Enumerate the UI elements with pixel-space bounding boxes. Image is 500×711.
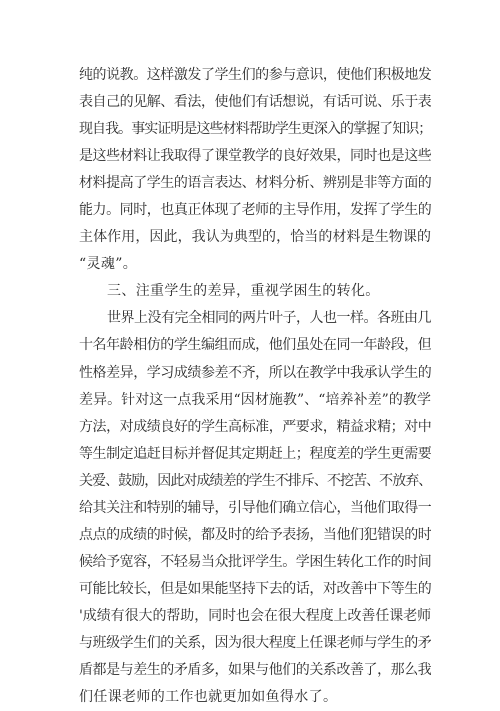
text-line: 能力。同时，也真正体现了老师的主导作用，发挥了学生的 <box>79 202 431 219</box>
text-line: 纯的说教。这样激发了学生们的参与意识，使他们积极地发 <box>79 67 431 83</box>
text-line: 与班级学生们的关系，因为很大程度上任课老师与学生的矛 <box>79 634 431 651</box>
text-line: 是这些材料让我取得了课堂教学的良好效果，同时也是这些 <box>79 148 431 165</box>
text-line: 表自己的见解、看法，使他们有话想说，有话可说、乐于表 <box>79 94 431 111</box>
text-line: 主体作用，因此，我认为典型的，恰当的材料是生物课的 <box>79 229 431 246</box>
text-line: 方法，对成绩良好的学生高标准，严要求，精益求精；对中 <box>79 418 431 435</box>
paragraph-first-line: 世界上没有完全相同的两片叶子，人也一样。各班由几 <box>107 310 431 327</box>
text-line: 十名年龄相仿的学生编组而成，他们虽处在同一年龄段，但 <box>79 337 431 354</box>
document-body <box>79 62 431 711</box>
text-line: 材料提高了学生的语言表达、材料分析、辨别是非等方面的 <box>79 175 431 192</box>
text-line: 差异。针对这一点我采用“因材施教”、“培养补差”的教学 <box>79 391 431 408</box>
text-line: 可能比较长，但是如果能坚持下去的话，对改善中下等生的 <box>79 580 431 597</box>
paragraph-end-line: 们任课老师的工作也就更加如鱼得水了。 <box>79 689 338 706</box>
text-line: 关爱、鼓励，因此对成绩差的学生不排斥、不挖苦、不放弃、 <box>79 472 431 489</box>
text-line: '成绩有很大的帮助，同时也会在很大程度上改善任课老师 <box>79 607 431 624</box>
text-line: 现自我。事实证明是这些材料帮助学生更深入的掌握了知识； <box>79 121 431 138</box>
text-line: 候给予宽容，不轻易当众批评学生。学困生转化工作的时间 <box>79 553 431 570</box>
text-line: 性格差异，学习成绩参差不齐，所以在教学中我承认学生的 <box>79 364 431 381</box>
text-line: 等生制定追赶目标并督促其定期赶上；程度差的学生更需要 <box>79 445 431 462</box>
paragraph-end-line: “灵魂”。 <box>79 256 138 273</box>
section-heading: 三、注重学生的差异，重视学困生的转化。 <box>107 283 380 300</box>
text-line: 给其关注和特别的辅导，引导他们确立信心，当他们取得一 <box>79 499 431 516</box>
text-line: 盾都是与差生的矛盾多，如果与他们的关系改善了，那么我 <box>79 662 431 679</box>
text-line: 点点的成绩的时候，都及时的给予表扬，当他们犯错误的时 <box>79 526 431 543</box>
